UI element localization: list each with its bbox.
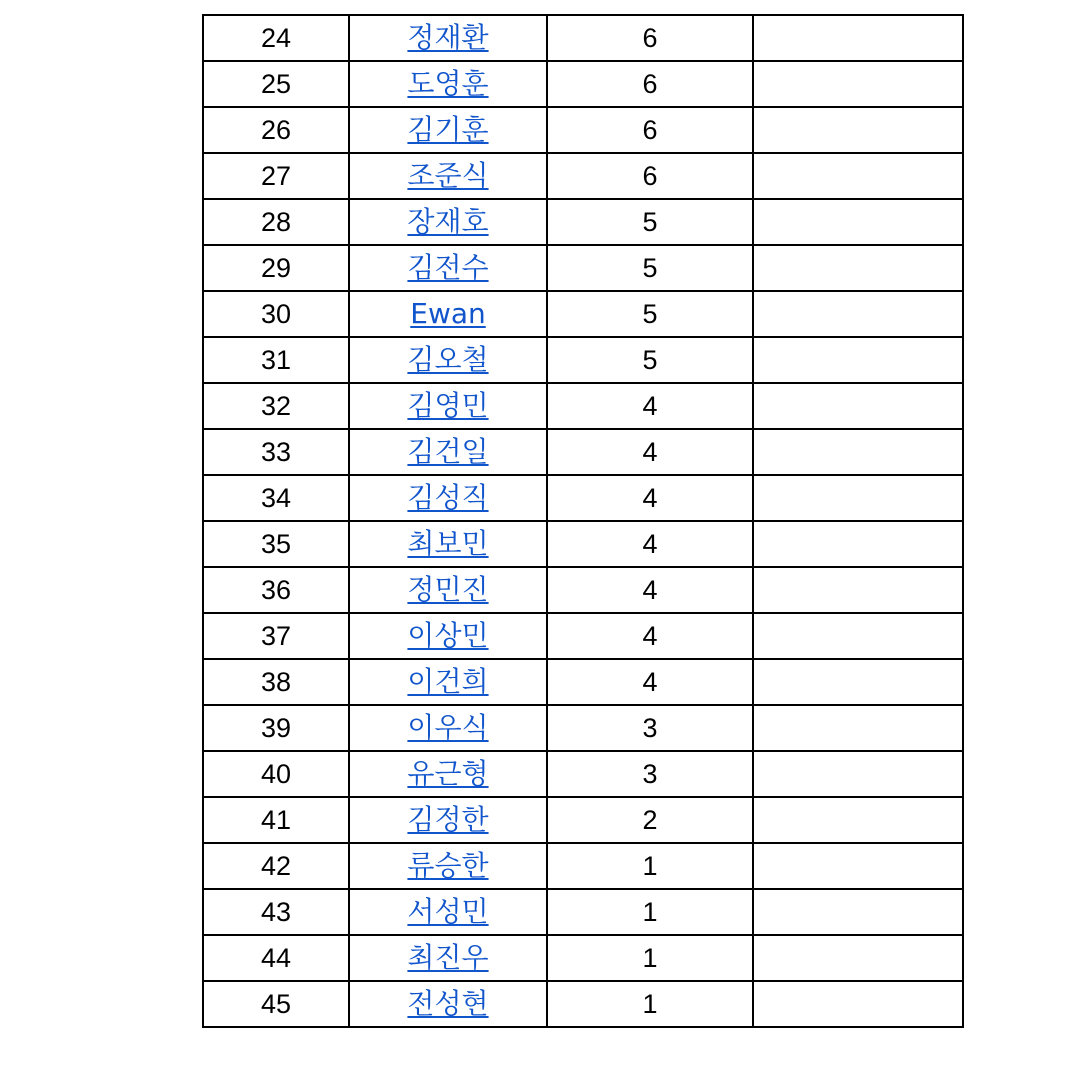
table-container bbox=[202, 14, 962, 1028]
count-cell: 4 bbox=[547, 475, 753, 521]
count-cell: 6 bbox=[547, 61, 753, 107]
empty-cell bbox=[753, 521, 963, 567]
table-row bbox=[203, 935, 963, 981]
count-cell: 3 bbox=[547, 751, 753, 797]
rank-cell: 34 bbox=[203, 475, 349, 521]
ranking-table bbox=[202, 14, 964, 1028]
name-cell bbox=[349, 291, 547, 337]
empty-cell bbox=[753, 797, 963, 843]
count-cell: 4 bbox=[547, 613, 753, 659]
name-cell bbox=[349, 705, 547, 751]
empty-cell bbox=[753, 751, 963, 797]
empty-cell bbox=[753, 291, 963, 337]
table-row bbox=[203, 475, 963, 521]
empty-cell bbox=[753, 429, 963, 475]
table-row bbox=[203, 199, 963, 245]
empty-cell bbox=[753, 199, 963, 245]
rank-cell: 44 bbox=[203, 935, 349, 981]
name-cell bbox=[349, 797, 547, 843]
rank-cell: 37 bbox=[203, 613, 349, 659]
rank-cell: 27 bbox=[203, 153, 349, 199]
player-name-link[interactable]: 김오철 bbox=[407, 343, 489, 376]
count-cell: 4 bbox=[547, 659, 753, 705]
rank-cell: 38 bbox=[203, 659, 349, 705]
rank-cell: 42 bbox=[203, 843, 349, 889]
table-row bbox=[203, 337, 963, 383]
rank-cell: 36 bbox=[203, 567, 349, 613]
empty-cell bbox=[753, 567, 963, 613]
name-cell bbox=[349, 567, 547, 613]
player-name-link[interactable]: 전성현 bbox=[407, 987, 489, 1020]
name-cell bbox=[349, 429, 547, 475]
table-row bbox=[203, 521, 963, 567]
empty-cell bbox=[753, 337, 963, 383]
table-row bbox=[203, 291, 963, 337]
count-cell: 2 bbox=[547, 797, 753, 843]
player-name-link[interactable]: 서성민 bbox=[407, 895, 489, 928]
rank-cell: 43 bbox=[203, 889, 349, 935]
table-row bbox=[203, 567, 963, 613]
empty-cell bbox=[753, 889, 963, 935]
table-row bbox=[203, 245, 963, 291]
name-cell bbox=[349, 935, 547, 981]
count-cell: 1 bbox=[547, 935, 753, 981]
rank-cell: 39 bbox=[203, 705, 349, 751]
empty-cell bbox=[753, 61, 963, 107]
count-cell: 1 bbox=[547, 843, 753, 889]
empty-cell bbox=[753, 659, 963, 705]
rank-cell: 24 bbox=[203, 15, 349, 61]
table-row bbox=[203, 889, 963, 935]
name-cell bbox=[349, 889, 547, 935]
rank-cell: 41 bbox=[203, 797, 349, 843]
player-name-link[interactable]: 김전수 bbox=[407, 251, 489, 284]
empty-cell bbox=[753, 705, 963, 751]
rank-cell: 33 bbox=[203, 429, 349, 475]
table-row bbox=[203, 751, 963, 797]
rank-cell: 45 bbox=[203, 981, 349, 1027]
count-cell: 5 bbox=[547, 337, 753, 383]
count-cell: 1 bbox=[547, 981, 753, 1027]
table-row bbox=[203, 153, 963, 199]
table-row bbox=[203, 613, 963, 659]
count-cell: 5 bbox=[547, 199, 753, 245]
player-name-link[interactable]: 김정한 bbox=[407, 803, 489, 836]
table-row bbox=[203, 659, 963, 705]
count-cell: 4 bbox=[547, 383, 753, 429]
player-name-link[interactable]: 김기훈 bbox=[407, 113, 489, 146]
empty-cell bbox=[753, 935, 963, 981]
empty-cell bbox=[753, 15, 963, 61]
count-cell: 4 bbox=[547, 429, 753, 475]
name-cell bbox=[349, 199, 547, 245]
rank-cell: 30 bbox=[203, 291, 349, 337]
table-row bbox=[203, 705, 963, 751]
name-cell bbox=[349, 843, 547, 889]
count-cell: 3 bbox=[547, 705, 753, 751]
count-cell: 1 bbox=[547, 889, 753, 935]
empty-cell bbox=[753, 613, 963, 659]
table-row bbox=[203, 15, 963, 61]
table-body bbox=[203, 15, 963, 1027]
player-name-link[interactable]: 조준식 bbox=[407, 159, 489, 192]
player-name-link[interactable]: 최보민 bbox=[407, 527, 489, 560]
empty-cell bbox=[753, 475, 963, 521]
name-cell bbox=[349, 751, 547, 797]
name-cell bbox=[349, 981, 547, 1027]
rank-cell: 28 bbox=[203, 199, 349, 245]
empty-cell bbox=[753, 383, 963, 429]
player-name-link[interactable]: 정민진 bbox=[407, 573, 489, 606]
count-cell: 4 bbox=[547, 521, 753, 567]
count-cell: 6 bbox=[547, 15, 753, 61]
name-cell bbox=[349, 15, 547, 61]
table-row bbox=[203, 797, 963, 843]
rank-cell: 31 bbox=[203, 337, 349, 383]
rank-cell: 32 bbox=[203, 383, 349, 429]
player-name-link[interactable]: 김건일 bbox=[407, 435, 489, 468]
empty-cell bbox=[753, 981, 963, 1027]
player-name-link[interactable]: 류승한 bbox=[407, 849, 489, 882]
rank-cell: 26 bbox=[203, 107, 349, 153]
player-name-link[interactable]: 이우식 bbox=[407, 711, 489, 744]
player-name-link[interactable]: Ewan bbox=[410, 297, 486, 330]
count-cell: 6 bbox=[547, 107, 753, 153]
table-row bbox=[203, 981, 963, 1027]
name-cell bbox=[349, 107, 547, 153]
name-cell bbox=[349, 245, 547, 291]
player-name-link[interactable]: 유근형 bbox=[407, 757, 489, 790]
empty-cell bbox=[753, 843, 963, 889]
player-name-link[interactable]: 정재환 bbox=[407, 21, 489, 54]
count-cell: 6 bbox=[547, 153, 753, 199]
table-row bbox=[203, 61, 963, 107]
count-cell: 5 bbox=[547, 245, 753, 291]
player-name-link[interactable]: 김성직 bbox=[407, 481, 489, 514]
count-cell: 5 bbox=[547, 291, 753, 337]
empty-cell bbox=[753, 107, 963, 153]
player-name-link[interactable]: 장재호 bbox=[407, 205, 489, 238]
table-row bbox=[203, 107, 963, 153]
player-name-link[interactable]: 이상민 bbox=[407, 619, 489, 652]
rank-cell: 29 bbox=[203, 245, 349, 291]
rank-cell: 35 bbox=[203, 521, 349, 567]
player-name-link[interactable]: 김영민 bbox=[407, 389, 489, 422]
player-name-link[interactable]: 도영훈 bbox=[407, 67, 489, 100]
name-cell bbox=[349, 613, 547, 659]
empty-cell bbox=[753, 245, 963, 291]
player-name-link[interactable]: 최진우 bbox=[407, 941, 489, 974]
rank-cell: 40 bbox=[203, 751, 349, 797]
name-cell bbox=[349, 475, 547, 521]
name-cell bbox=[349, 61, 547, 107]
table-row bbox=[203, 429, 963, 475]
rank-cell: 25 bbox=[203, 61, 349, 107]
name-cell bbox=[349, 337, 547, 383]
name-cell bbox=[349, 153, 547, 199]
name-cell bbox=[349, 659, 547, 705]
table-row bbox=[203, 383, 963, 429]
name-cell bbox=[349, 383, 547, 429]
count-cell: 4 bbox=[547, 567, 753, 613]
empty-cell bbox=[753, 153, 963, 199]
player-name-link[interactable]: 이건희 bbox=[407, 665, 489, 698]
name-cell bbox=[349, 521, 547, 567]
table-row bbox=[203, 843, 963, 889]
